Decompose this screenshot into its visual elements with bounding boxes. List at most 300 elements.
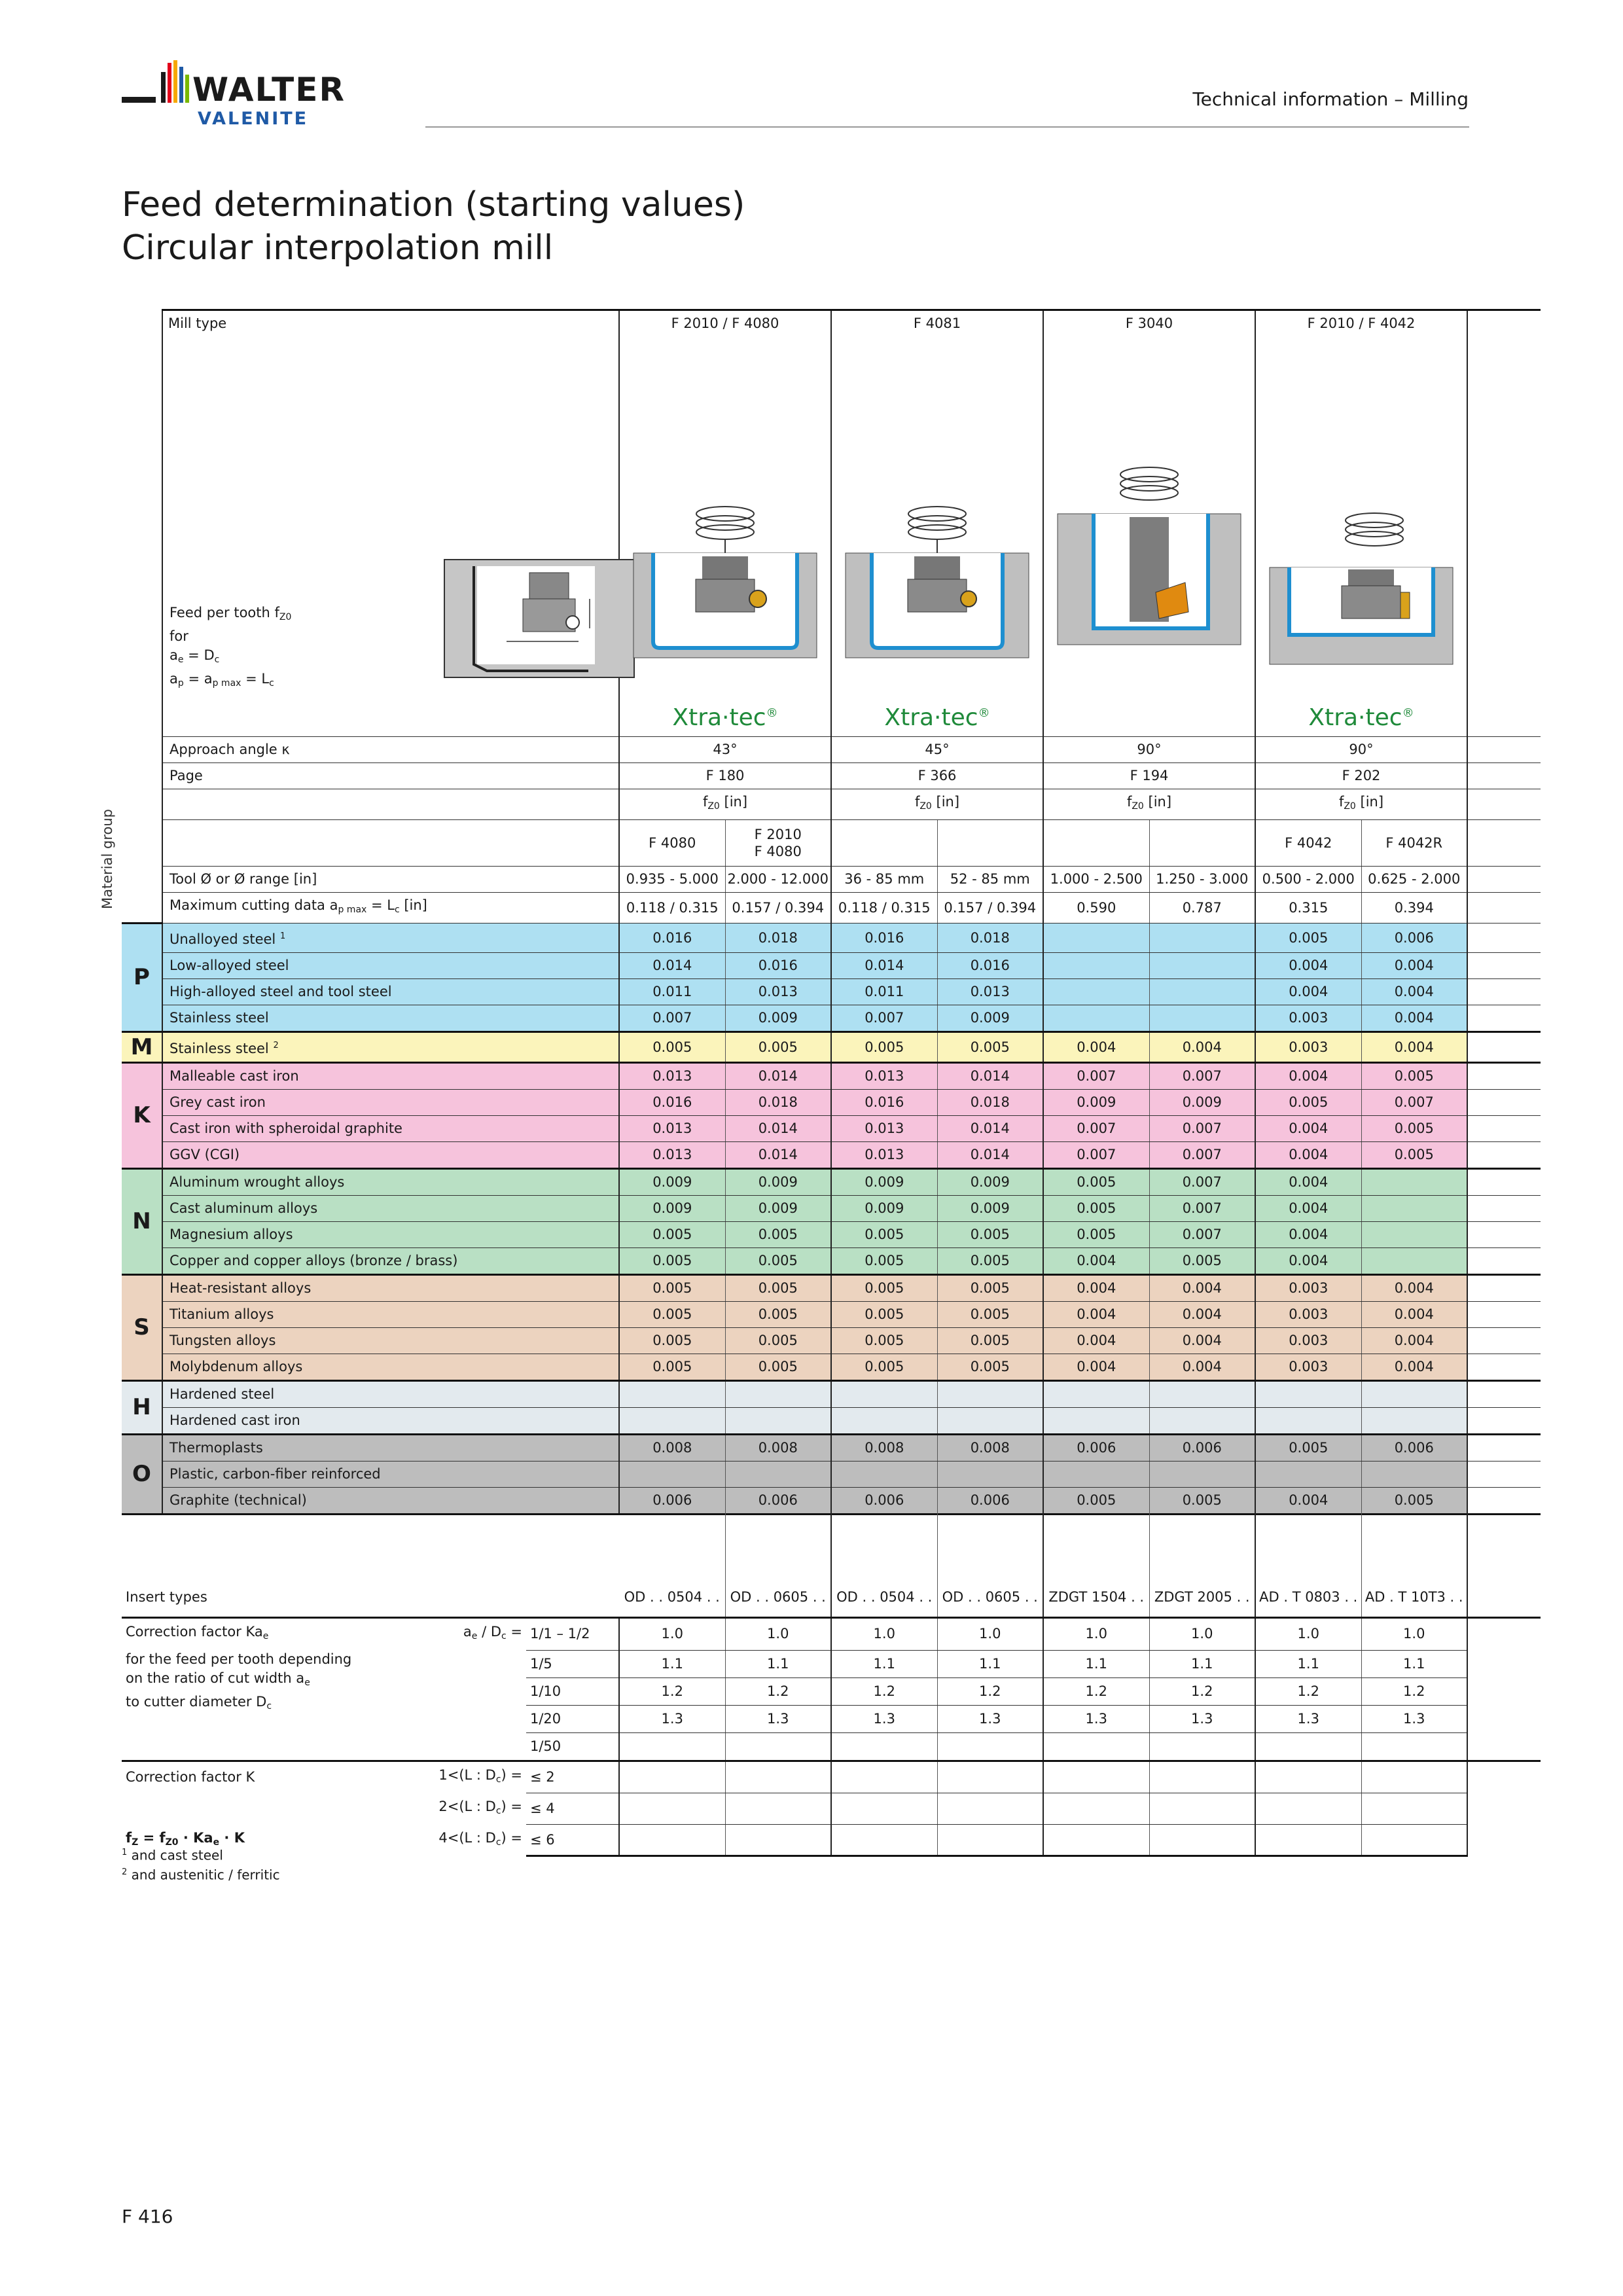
- feed-value: 0.013: [619, 1116, 725, 1142]
- feed-value: 0.005: [1043, 1196, 1149, 1222]
- section-header: Technical information – Milling: [1192, 88, 1469, 110]
- feed-value: 0.007: [1149, 1063, 1255, 1090]
- tool-range: 2.000 - 12.000: [725, 867, 831, 893]
- material-name: Heat-resistant alloys: [162, 1275, 619, 1302]
- subtype-a: F 4080: [619, 820, 725, 867]
- insert-type: AD . T 10T3 . .: [1361, 1512, 1467, 1618]
- feed-value: 0.005: [937, 1222, 1043, 1248]
- feed-value: [1043, 1408, 1149, 1435]
- tool-range: 1.000 - 2.500: [1043, 867, 1149, 893]
- k-value: [725, 1825, 831, 1856]
- feed-value: [1361, 1248, 1467, 1275]
- material-row: [122, 1222, 1541, 1248]
- feed-value: [1043, 1462, 1149, 1488]
- feed-value: 0.005: [1255, 924, 1361, 953]
- material-name: Copper and copper alloys (bronze / brass): [162, 1248, 619, 1275]
- legend-diagram: [444, 560, 634, 677]
- feed-value: [937, 1462, 1043, 1488]
- max-cut: 0.787: [1149, 893, 1255, 924]
- feed-value: 0.005: [619, 1354, 725, 1381]
- feed-value: 0.004: [1149, 1032, 1255, 1063]
- kae-value: 1.1: [831, 1650, 937, 1677]
- feed-value: 0.005: [1361, 1488, 1467, 1515]
- fz-header: $f_{Z0}$ [in]: [619, 789, 831, 820]
- feed-value: 0.004: [1255, 1196, 1361, 1222]
- feed-value: [1149, 1408, 1255, 1435]
- extra-cell: [1467, 820, 1541, 867]
- ratio-prefix: [435, 1705, 526, 1732]
- k-value: [1255, 1825, 1361, 1856]
- feed-value: 0.008: [725, 1435, 831, 1462]
- insert-type: ZDGT 1504 . .: [1043, 1512, 1149, 1618]
- feed-value: 0.005: [937, 1302, 1043, 1328]
- material-group-code: N: [122, 1169, 162, 1275]
- extra-cell: [1467, 763, 1541, 789]
- kae-value: 1.0: [831, 1618, 937, 1651]
- k-value: [725, 1793, 831, 1825]
- tool-range: 52 - 85 mm: [937, 867, 1043, 893]
- feed-value: 0.016: [619, 1090, 725, 1116]
- feed-value: 0.005: [831, 1354, 937, 1381]
- mill-name: F 3040: [1125, 315, 1173, 331]
- feed-value: 0.014: [831, 953, 937, 979]
- extra-cell: [1467, 1275, 1541, 1302]
- feed-value: [1043, 953, 1149, 979]
- feed-value: [1255, 1381, 1361, 1408]
- material-name: Stainless steel: [162, 1005, 619, 1032]
- k-value: [619, 1793, 725, 1825]
- max-cut: 0.394: [1361, 893, 1467, 924]
- kae-value: 1.0: [937, 1618, 1043, 1651]
- insert-type: OD . . 0605 . .: [725, 1512, 831, 1618]
- feed-value: 0.004: [1149, 1302, 1255, 1328]
- subtype-b: F 2010 F 4080: [725, 820, 831, 867]
- feed-value: 0.005: [619, 1302, 725, 1328]
- kae-value: 1.0: [1361, 1618, 1467, 1651]
- feed-value: [1255, 1408, 1361, 1435]
- extra-cell: [1467, 1408, 1541, 1435]
- feed-value: 0.004: [1149, 1275, 1255, 1302]
- xtratec-brand: Xtra·tec®: [884, 704, 990, 731]
- title-line-1: Feed determination (starting values): [122, 185, 745, 224]
- material-name: Thermoplasts: [162, 1435, 619, 1462]
- kae-value: 1.1: [937, 1650, 1043, 1677]
- max-cut: 0.118 / 0.315: [619, 893, 725, 924]
- kae-value: 1.2: [831, 1677, 937, 1705]
- feed-value: 0.009: [725, 1196, 831, 1222]
- material-row: [122, 1248, 1541, 1275]
- kae-value: 1.0: [619, 1618, 725, 1651]
- material-name: Tungsten alloys: [162, 1328, 619, 1354]
- k-value: [831, 1825, 937, 1856]
- k-value: [1149, 1761, 1255, 1793]
- feed-value: [619, 1408, 725, 1435]
- svg-text:WALTER: WALTER: [192, 71, 346, 109]
- mill-figure-icon: [1058, 461, 1241, 651]
- feed-value: 0.004: [1361, 979, 1467, 1005]
- feed-value: 0.009: [937, 1196, 1043, 1222]
- feed-value: 0.003: [1255, 1005, 1361, 1032]
- feed-value: 0.007: [1149, 1142, 1255, 1169]
- extra-cell: [1467, 1677, 1541, 1705]
- extra-cell: [1467, 1090, 1541, 1116]
- material-row: [122, 1005, 1541, 1032]
- k-ratio: ≤ 4: [526, 1793, 619, 1825]
- page-link[interactable]: F 180: [619, 763, 831, 789]
- extra-cell: [1467, 1761, 1541, 1793]
- feed-value: 0.013: [937, 979, 1043, 1005]
- feed-value: 0.004: [1361, 1275, 1467, 1302]
- feed-value: 0.005: [1361, 1142, 1467, 1169]
- kae-value: 1.1: [1043, 1650, 1149, 1677]
- feed-value: 0.005: [937, 1248, 1043, 1275]
- feed-value: 0.006: [1043, 1435, 1149, 1462]
- feed-value: 0.004: [1255, 1063, 1361, 1090]
- material-name: Cast iron with spheroidal graphite: [162, 1116, 619, 1142]
- material-name: Cast aluminum alloys: [162, 1196, 619, 1222]
- approach-label: Approach angle κ: [162, 737, 619, 763]
- material-row: [122, 1381, 1541, 1408]
- material-group-code: M: [122, 1032, 162, 1063]
- kae-desc: Correction factor $Ka_e$: [126, 1624, 269, 1641]
- feed-value: 0.003: [1255, 1328, 1361, 1354]
- mill-col-1: [831, 310, 1043, 737]
- feed-value: 0.013: [619, 1142, 725, 1169]
- kae-value: 1.1: [619, 1650, 725, 1677]
- extra-cell: [1467, 1222, 1541, 1248]
- feed-value: 0.004: [1255, 1222, 1361, 1248]
- svg-text:VALENITE: VALENITE: [198, 109, 309, 129]
- feed-value: 0.008: [619, 1435, 725, 1462]
- k-value: [831, 1793, 937, 1825]
- mill-type-row: [122, 310, 1541, 737]
- max-cut-label: Maximum cutting data $a_{p max} = L_c$ [in]: [162, 893, 619, 924]
- feed-value: [831, 1381, 937, 1408]
- subtype-b: [1149, 820, 1255, 867]
- feed-value: 0.018: [725, 924, 831, 953]
- feed-value: 0.005: [619, 1222, 725, 1248]
- kae-value: [1255, 1732, 1361, 1761]
- extra-cell: [1467, 1488, 1541, 1515]
- material-name: Magnesium alloys: [162, 1222, 619, 1248]
- insert-label: Insert types: [122, 1512, 619, 1618]
- mill-name: F 4081: [913, 315, 961, 331]
- k-value: [1361, 1793, 1467, 1825]
- feed-value: 0.004: [1043, 1328, 1149, 1354]
- page-link[interactable]: F 194: [1043, 763, 1255, 789]
- feed-value: 0.007: [1043, 1142, 1149, 1169]
- ratio-prefix: [435, 1650, 526, 1677]
- insert-type: OD . . 0504 . .: [831, 1512, 937, 1618]
- k-ratio: ≤ 2: [526, 1761, 619, 1793]
- feed-value: 0.013: [831, 1063, 937, 1090]
- material-group-code: H: [122, 1381, 162, 1435]
- subtype-a: [831, 820, 937, 867]
- extra-cell: [1467, 1381, 1541, 1408]
- feed-value: [831, 1408, 937, 1435]
- feed-value: 0.005: [937, 1328, 1043, 1354]
- feed-value: 0.004: [1255, 1169, 1361, 1196]
- feed-value: 0.003: [1255, 1032, 1361, 1063]
- k-ratio: ≤ 6: [526, 1825, 619, 1856]
- feed-value: [725, 1462, 831, 1488]
- k-value: [1043, 1761, 1149, 1793]
- k-value: [619, 1825, 725, 1856]
- tool-range-row: [122, 867, 1541, 893]
- feed-value: 0.004: [1255, 1116, 1361, 1142]
- page-link[interactable]: F 366: [831, 763, 1043, 789]
- material-name: Aluminum wrought alloys: [162, 1169, 619, 1196]
- feed-value: 0.007: [1361, 1090, 1467, 1116]
- mill-col-3: [1255, 310, 1467, 737]
- feed-value: [937, 1408, 1043, 1435]
- kae-value: 1.0: [1149, 1618, 1255, 1651]
- footnote: $^2$ and austenitic / ferritic: [122, 1867, 280, 1883]
- feed-value: 0.005: [831, 1328, 937, 1354]
- kae-value: 1.2: [619, 1677, 725, 1705]
- k-desc: Correction factor K: [122, 1761, 435, 1793]
- approach-value: 45°: [831, 737, 1043, 763]
- extra-cell: [1467, 1793, 1541, 1825]
- feed-value: [1043, 1005, 1149, 1032]
- k-value: [1043, 1825, 1149, 1856]
- material-name: Graphite (technical): [162, 1488, 619, 1515]
- tool-range: 0.935 - 5.000: [619, 867, 725, 893]
- tool-range: 0.500 - 2.000: [1255, 867, 1361, 893]
- mill-type-label: Mill type: [168, 315, 227, 331]
- feed-value: 0.005: [1255, 1090, 1361, 1116]
- extra-cell: [1467, 1462, 1541, 1488]
- k-row: [122, 1761, 1541, 1793]
- feed-value: 0.006: [937, 1488, 1043, 1515]
- feed-value: [1043, 1381, 1149, 1408]
- feed-value: 0.004: [1149, 1354, 1255, 1381]
- feed-value: 0.018: [937, 1090, 1043, 1116]
- extra-column: [1467, 310, 1541, 737]
- subtype-b: F 4042R: [1361, 820, 1467, 867]
- footnotes: [122, 1844, 280, 1883]
- feed-value: [1149, 1381, 1255, 1408]
- insert-type: AD . T 0803 . .: [1255, 1512, 1361, 1618]
- feed-value: 0.004: [1255, 1142, 1361, 1169]
- fz-header: $f_{Z0}$ [in]: [1043, 789, 1255, 820]
- extra-cell: [1467, 1732, 1541, 1761]
- feed-value: 0.007: [1149, 1116, 1255, 1142]
- approach-value: 90°: [1043, 737, 1255, 763]
- extra-cell: [1467, 1032, 1541, 1063]
- insert-type: OD . . 0504 . .: [619, 1512, 725, 1618]
- kae-value: 1.2: [1361, 1677, 1467, 1705]
- feed-value: 0.006: [831, 1488, 937, 1515]
- feed-value: 0.011: [619, 979, 725, 1005]
- k-condition: 4<(L : $D_c$) =: [438, 1829, 522, 1848]
- kae-value: 1.3: [937, 1705, 1043, 1732]
- mill-col-2: [1043, 310, 1255, 737]
- extra-cell: [1467, 953, 1541, 979]
- material-name: High-alloyed steel and tool steel: [162, 979, 619, 1005]
- kae-value: 1.1: [1255, 1650, 1361, 1677]
- feed-value: 0.009: [831, 1169, 937, 1196]
- extra-cell: [1467, 1512, 1541, 1618]
- mill-figure-icon: [1270, 507, 1453, 671]
- feed-value: 0.004: [1361, 1328, 1467, 1354]
- material-name: Hardened steel: [162, 1381, 619, 1408]
- feed-value: 0.005: [937, 1354, 1043, 1381]
- feed-value: 0.005: [725, 1248, 831, 1275]
- material-group-code: P: [122, 924, 162, 1032]
- material-name: Low-alloyed steel: [162, 953, 619, 979]
- extra-cell: [1467, 737, 1541, 763]
- feed-value: [1361, 1169, 1467, 1196]
- fz-row: [122, 789, 1541, 820]
- xtratec-brand: Xtra·tec®: [672, 704, 778, 731]
- bottom-rows: [122, 1512, 1541, 1856]
- kae-value: 1.1: [725, 1650, 831, 1677]
- feed-value: 0.014: [937, 1142, 1043, 1169]
- kae-value: 1.3: [619, 1705, 725, 1732]
- k-value: [1149, 1825, 1255, 1856]
- material-row: [122, 1462, 1541, 1488]
- feed-value: [1361, 1222, 1467, 1248]
- mill-name: F 2010 / F 4042: [1307, 315, 1416, 331]
- insert-row: [122, 1512, 1541, 1618]
- feed-value: 0.006: [619, 1488, 725, 1515]
- material-group-code: K: [122, 1063, 162, 1169]
- ratio-value: 1/5: [526, 1650, 619, 1677]
- feed-value: 0.005: [1149, 1248, 1255, 1275]
- k-value: [1255, 1793, 1361, 1825]
- feed-value: 0.014: [725, 1116, 831, 1142]
- extra-cell: [1467, 1328, 1541, 1354]
- feed-value: 0.004: [1043, 1302, 1149, 1328]
- feed-value: 0.006: [1149, 1435, 1255, 1462]
- material-group-code: S: [122, 1275, 162, 1381]
- subtype-a: F 4042: [1255, 820, 1361, 867]
- formula: $f_Z = f_{Z0} \cdot Ka_e \cdot K$: [126, 1829, 245, 1848]
- feed-value: [1043, 924, 1149, 953]
- material-name: Molybdenum alloys: [162, 1354, 619, 1381]
- k-value: [1361, 1825, 1467, 1856]
- kae-desc: for the feed per tooth depending on the ratio of cut width $a_e$ to cutter diameter $D_c$: [126, 1651, 352, 1712]
- feed-value: 0.004: [1043, 1354, 1149, 1381]
- feed-value: 0.008: [937, 1435, 1043, 1462]
- feed-value: [1149, 1462, 1255, 1488]
- kae-value: 1.2: [1255, 1677, 1361, 1705]
- footnote: $^1$ and cast steel: [122, 1847, 223, 1863]
- k-value: [1149, 1793, 1255, 1825]
- feed-value: 0.005: [831, 1302, 937, 1328]
- extra-cell: [1467, 1354, 1541, 1381]
- feed-value: [1361, 1408, 1467, 1435]
- subtype-b: [937, 820, 1043, 867]
- material-row: [122, 1090, 1541, 1116]
- feed-value: 0.009: [619, 1169, 725, 1196]
- feed-value: 0.016: [937, 953, 1043, 979]
- extra-cell: [1467, 1142, 1541, 1169]
- feed-value: 0.004: [1361, 1005, 1467, 1032]
- kae-value: 1.3: [1255, 1705, 1361, 1732]
- feed-value: 0.007: [1043, 1063, 1149, 1090]
- ratio-value: 1/50: [526, 1732, 619, 1761]
- feed-value: 0.007: [1149, 1169, 1255, 1196]
- feed-value: 0.009: [725, 1005, 831, 1032]
- feed-value: 0.003: [1255, 1275, 1361, 1302]
- k-condition: 1<(L : $D_c$) =: [435, 1761, 526, 1793]
- feed-value: [1149, 953, 1255, 979]
- extra-cell: [1467, 1248, 1541, 1275]
- kae-value: 1.3: [725, 1705, 831, 1732]
- k-desc: [122, 1793, 435, 1825]
- material-row: [122, 1196, 1541, 1222]
- feed-value: 0.008: [831, 1435, 937, 1462]
- kae-value: 1.2: [725, 1677, 831, 1705]
- feed-value: 0.005: [725, 1032, 831, 1063]
- feed-value: 0.007: [1149, 1196, 1255, 1222]
- feed-value: 0.009: [725, 1169, 831, 1196]
- feed-value: 0.016: [619, 924, 725, 953]
- feed-value: 0.007: [831, 1005, 937, 1032]
- kae-row: [122, 1650, 1541, 1677]
- feed-value: [1361, 1462, 1467, 1488]
- page-link[interactable]: F 202: [1255, 763, 1467, 789]
- fz-header: $f_{Z0}$ [in]: [1255, 789, 1467, 820]
- kae-value: [725, 1732, 831, 1761]
- feed-value: 0.005: [1361, 1063, 1467, 1090]
- material-row: [122, 953, 1541, 979]
- feed-value: 0.004: [1361, 1354, 1467, 1381]
- feed-value: 0.016: [831, 924, 937, 953]
- feed-value: 0.005: [1043, 1222, 1149, 1248]
- feed-value: 0.005: [831, 1275, 937, 1302]
- extra-cell: [1467, 1005, 1541, 1032]
- page-number: F 416: [122, 2206, 173, 2227]
- feed-value: 0.004: [1043, 1275, 1149, 1302]
- max-cut: 0.157 / 0.394: [725, 893, 831, 924]
- kae-value: 1.1: [1361, 1650, 1467, 1677]
- page-label: Page: [162, 763, 619, 789]
- kae-value: [831, 1732, 937, 1761]
- feed-value: [1361, 1196, 1467, 1222]
- feed-value: 0.003: [1255, 1354, 1361, 1381]
- feed-value: 0.013: [831, 1116, 937, 1142]
- feed-value: [1043, 979, 1149, 1005]
- feed-value: 0.006: [1361, 1435, 1467, 1462]
- kae-value: 1.1: [1149, 1650, 1255, 1677]
- feed-value: 0.009: [831, 1196, 937, 1222]
- tool-range: 36 - 85 mm: [831, 867, 937, 893]
- fz-header: $f_{Z0}$ [in]: [831, 789, 1043, 820]
- tool-range: 1.250 - 3.000: [1149, 867, 1255, 893]
- extra-cell: [1467, 1063, 1541, 1090]
- feed-value: 0.004: [1255, 1488, 1361, 1515]
- material-row: [122, 1275, 1541, 1302]
- xtratec-brand: Xtra·tec®: [1308, 704, 1414, 731]
- feed-value: 0.005: [725, 1222, 831, 1248]
- extra-cell: [1467, 1650, 1541, 1677]
- feed-value: 0.007: [619, 1005, 725, 1032]
- k-row: [122, 1825, 1541, 1856]
- feed-value: 0.016: [725, 953, 831, 979]
- kae-value: [1361, 1732, 1467, 1761]
- material-name: Stainless steel $^2$: [162, 1032, 619, 1063]
- extra-cell: [1467, 1116, 1541, 1142]
- header-rule: [425, 126, 1469, 128]
- feed-value: 0.011: [831, 979, 937, 1005]
- extra-cell: [1467, 867, 1541, 893]
- material-row: [122, 1328, 1541, 1354]
- material-row: [122, 979, 1541, 1005]
- feed-value: 0.007: [1149, 1222, 1255, 1248]
